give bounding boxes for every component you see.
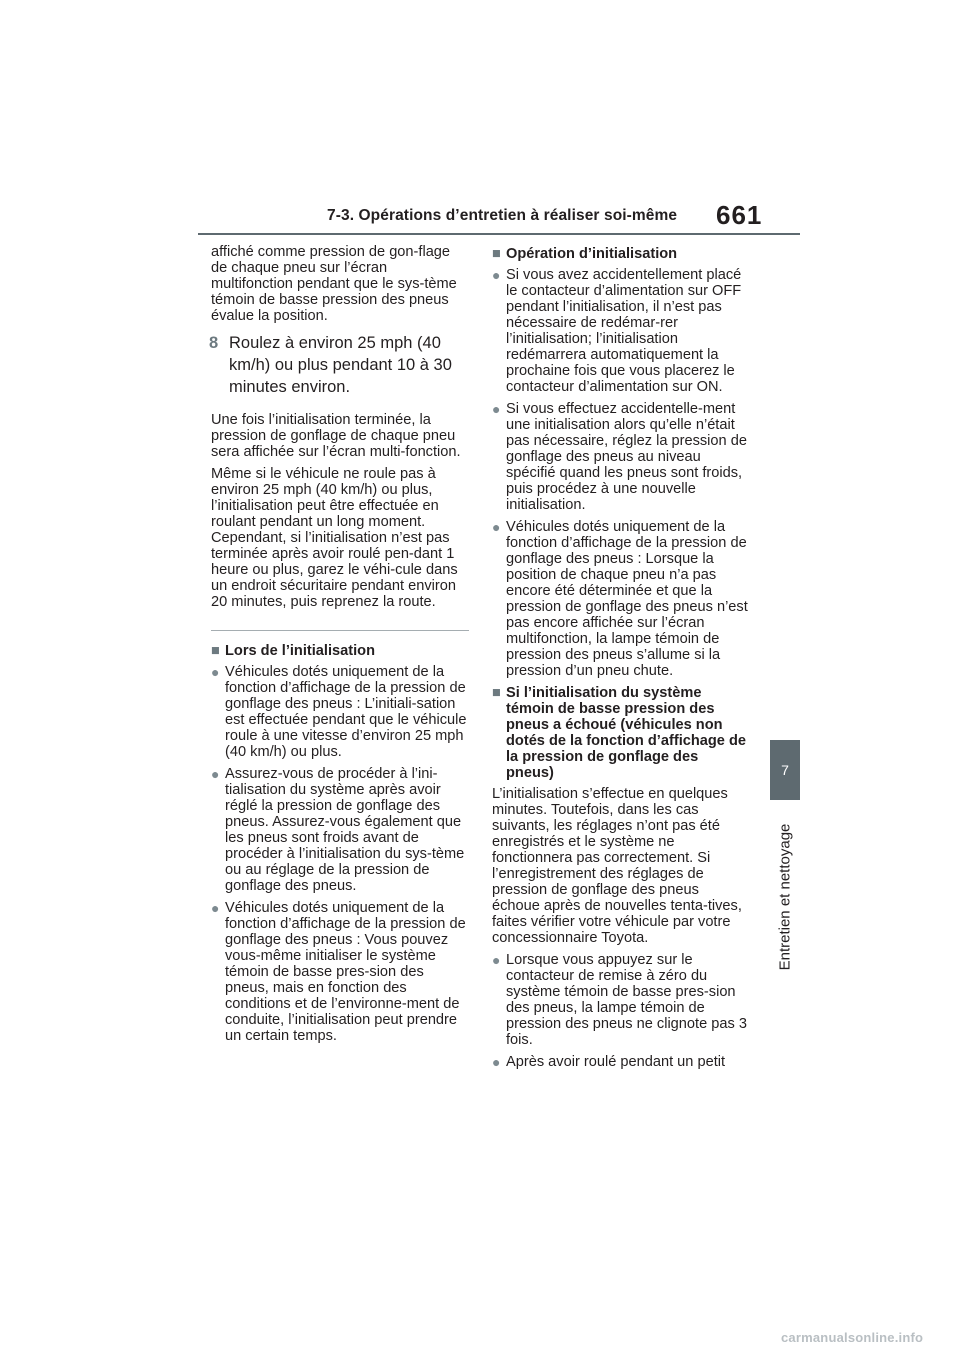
bullet-text: Véhicules dotés uniquement de la fonction d’affichage de la pression de gonflage des pneus : L’initiali-sation est effectuée pendant que le véhicule roule à une vitesse d’environ 25 mph (40 km/h) ou plus. [225,664,467,760]
bullet-item [492,952,750,1048]
watermark-logo: carmanualsonline.info [781,1330,924,1345]
bullet-item [211,766,469,894]
header-rule [198,233,800,235]
bullet-text: Véhicules dotés uniquement de la fonction d’affichage de la pression de gonflage des pneus : Lorsque la position de chaque pneu n’a pas encore été déterminée et que la pression de gonflage des pneus n’est pas encore affichée sur l’écran multifonction, la lampe témoin de pression des pneus s’allume si la pression d’un pneu chute. [506,519,748,679]
section-divider [211,630,469,631]
paragraph: Même si le véhicule ne roule pas à environ 25 mph (40 km/h) ou plus, l’initialisation peut être effectuée en roulant pendant un long moment. Cependant, si l’initialisation n’est pas terminée après avoir roulé pen-dant 1 heure ou plus, garez le véhi-cule dans un endroit sécuritaire pendant environ 20 minutes, puis reprenez la route. [211,466,458,610]
bullet-item [492,267,750,395]
chapter-number: 7 [781,762,789,778]
right-column [492,244,750,1076]
bullet-icon: ● [211,900,220,916]
section-title [492,685,750,781]
section-title [492,246,750,262]
bullet-text: Si vous avez accidentellement placé le contacteur d’alimentation sur OFF pendant l’initialisation, il n’est pas nécessaire de redémar-rer l’initialisation; l’initialisation redémarrera automatiquement la prochaine fois que vous placerez le contacteur d’alimentation sur ON. [506,267,742,395]
chapter-tab [770,740,800,800]
paragraph: L’initialisation s’effectue en quelques minutes. Toutefois, dans les cas suivants, les réglages n’ont pas été enregistrés et le système ne fonctionnera pas correctement. Si l’enregistrement des réglages de pression de gonflage des pneus échoue après de nouvelles tenta-tives, faites vérifier votre véhicule par votre concessionnaire Toyota. [492,786,742,946]
step-8 [209,332,469,398]
bullet-icon: ● [492,401,501,417]
bullet-item [492,401,750,513]
left-column [211,244,469,1050]
page-number: 661 [716,200,763,230]
step-text: Roulez à environ 25 mph (40 km/h) ou plus pendant 10 à 30 minutes environ. [229,334,452,396]
section-title [211,643,469,659]
square-bullet-icon: ■ [211,643,220,659]
bullet-icon: ● [492,519,501,535]
paragraph: Une fois l’initialisation terminée, la pression de gonflage de chaque pneu sera affichée sur l’écran multi-fonction. [211,412,461,460]
bullet-icon: ● [492,267,501,283]
header-title: 7-3. Opérations d’entretien à réaliser soi-même [327,207,678,224]
bullet-icon: ● [492,952,501,968]
bullet-text: Véhicules dotés uniquement de la fonction d’affichage de la pression de gonflage des pneus : Vous pouvez vous-même initialiser le système témoin de basse pres-sion des pneus, mais en fonction des conditions et de l’environne-ment de conduite, l’initialisation peut prendre un certain temps. [225,900,466,1044]
section-title-text: Opération d’initialisation [506,246,678,262]
bullet-icon: ● [211,766,220,782]
intro-paragraph: affiché comme pression de gon-flage de chaque pneu sur l’écran multifonction pendant que le sys-tème témoin de basse pression des pneus évalue la position. [211,244,457,324]
section-title-text: Lors de l’initialisation [225,643,376,659]
square-bullet-icon: ■ [492,246,501,262]
section-title-text: Si l’initialisation du système témoin de basse pression des pneus a échoué (véhicules non dotés de la fonction d’affichage de la pression de gonflage des pneus) [506,685,747,781]
bullet-item [211,664,469,760]
chapter-label [770,812,800,982]
bullet-icon: ● [211,664,220,680]
chapter-title: Entretien et nettoyage [776,823,794,971]
bullet-text: Si vous effectuez accidentelle-ment une initialisation alors qu’elle n’était pas nécessaire, réglez la pression de gonflage des pneus au niveau spécifié quand les pneus sont froids, puis procédez à une nouvelle initialisation. [506,401,747,513]
bullet-item [492,1054,750,1070]
bullet-text: Assurez-vous de procéder à l’ini-tialisation du système après avoir réglé la pression de gonflage des pneus. Assurez-vous également que les pneus sont froids avant de procéder à l’initialisation du sys-tème ou au réglage de la pression de gonflage des pneus. [225,766,465,894]
step-number: 8 [209,334,219,352]
bullet-text: Lorsque vous appuyez sur le contacteur de remise à zéro du système témoin de basse pres-sion des pneus, la lampe témoin de pression des pneus ne clignote pas 3 fois. [506,952,747,1048]
bullet-text: Après avoir roulé pendant un petit [506,1054,726,1070]
bullet-icon: ● [492,1054,501,1070]
bullet-item [492,519,750,679]
bullet-item [211,900,469,1044]
square-bullet-icon: ■ [492,685,501,701]
